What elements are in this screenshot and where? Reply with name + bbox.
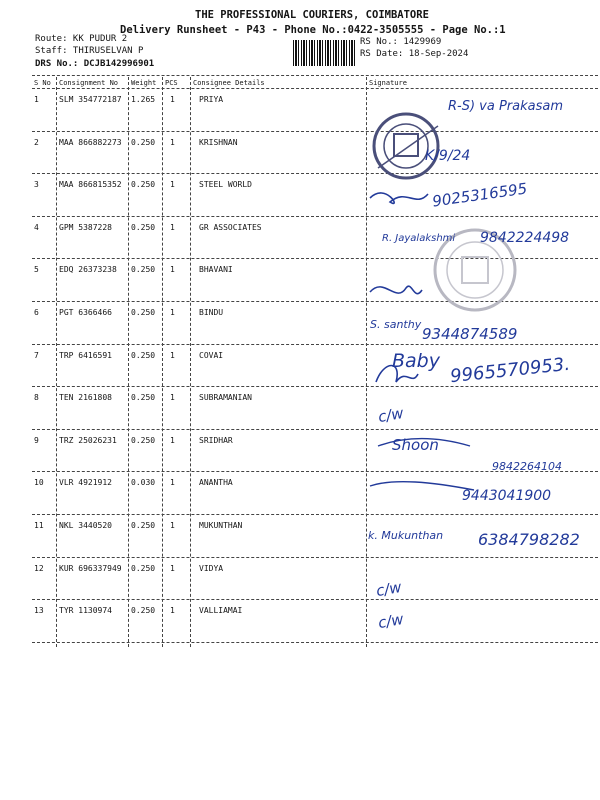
route-label: Route: KK PUDUR 2 <box>35 34 128 44</box>
rs-number: RS No.: 1429969 <box>360 37 442 47</box>
cell-weight: 0.030 <box>131 478 156 488</box>
cell-consignment-no: EDQ 26373238 <box>59 265 117 275</box>
col-header-pcs: PCS <box>165 79 178 87</box>
cell-pcs: 1 <box>170 478 175 488</box>
cell-consignee: ANANTHA <box>199 478 233 488</box>
signature-row-3: 9025316595 <box>431 179 529 211</box>
cell-consignee: COVAI <box>199 350 224 360</box>
cell-consignee: VALLIAMAI <box>199 606 243 616</box>
cell-weight: 0.250 <box>131 393 156 403</box>
signature-row-10: 9443041900 <box>462 488 552 504</box>
cell-consignment-no: SLM 354772187 <box>59 95 122 104</box>
cell-sno: 12 <box>34 563 44 573</box>
cell-consignment-no: GPM 5387228 <box>59 222 112 232</box>
signature-row-11-phone: 6384798282 <box>478 530 580 549</box>
signature-row-7-phone: 9965570953. <box>449 353 572 388</box>
cell-sno: 7 <box>34 350 39 360</box>
cell-consignee: SUBRAMANIAN <box>199 393 252 403</box>
cell-pcs: 1 <box>170 521 175 530</box>
col-header-weight: Weight <box>131 79 157 87</box>
cell-consignee: VIDYA <box>199 563 224 573</box>
signature-row-9-phone: 9842264104 <box>492 460 562 473</box>
signature-row-1: R-S) va Prakasam <box>448 99 564 114</box>
col-divider <box>162 77 163 647</box>
signature-row-11-name: k. Mukunthan <box>368 529 444 542</box>
cell-consignee: GR ASSOCIATES <box>199 222 262 232</box>
cell-consignee: STEEL WORLD <box>199 180 252 190</box>
cell-pcs: 1 <box>170 180 175 190</box>
cell-sno: 5 <box>34 265 39 275</box>
signature-row-2: K/9/24 <box>425 148 471 164</box>
staff-label: Staff: THIRUSELVAN P <box>35 46 144 56</box>
signature-row-4-name: R. Jayalakshmi <box>382 233 456 244</box>
barcode <box>293 40 355 66</box>
signature-row-6-name: S. santhy <box>370 318 422 331</box>
cell-weight: 0.250 <box>131 435 156 445</box>
cell-consignee: KRISHNAN <box>199 137 238 147</box>
cell-weight: 0.250 <box>131 222 156 232</box>
cell-consignee: PRIYA <box>199 95 224 104</box>
cell-weight: 0.250 <box>131 308 156 317</box>
cell-weight: 1.265 <box>131 95 156 104</box>
runsheet-subtitle: Delivery Runsheet - P43 - Phone No.:0422-3505555 - Page No.:1 <box>120 24 506 36</box>
cell-weight: 0.250 <box>131 521 156 530</box>
col-header-sno: S No <box>34 79 51 87</box>
cell-consignment-no: NKL 3440520 <box>59 521 112 530</box>
cell-consignment-no: PGT 6366466 <box>59 308 112 317</box>
cell-sno: 2 <box>34 137 39 147</box>
cell-sno: 9 <box>34 435 39 445</box>
cell-pcs: 1 <box>170 222 175 232</box>
cell-consignment-no: MAA 866815352 <box>59 180 122 190</box>
cell-consignee: BHAVANI <box>199 265 233 275</box>
cell-weight: 0.250 <box>131 350 156 360</box>
cell-pcs: 1 <box>170 265 175 275</box>
cell-pcs: 1 <box>170 435 175 445</box>
signature-row-4-phone: 9842224498 <box>480 230 570 246</box>
cell-weight: 0.250 <box>131 180 156 190</box>
signature-row-6-phone: 9344874589 <box>422 325 518 343</box>
cell-sno: 3 <box>34 180 39 190</box>
col-divider <box>56 77 57 647</box>
cell-pcs: 1 <box>170 95 175 104</box>
company-title: THE PROFESSIONAL COURIERS, COIMBATORE <box>195 9 429 21</box>
cell-consignment-no: TEN 2161808 <box>59 393 112 403</box>
cell-consignee: BINDU <box>199 308 224 317</box>
cell-pcs: 1 <box>170 606 175 616</box>
table-top-rule <box>32 75 598 76</box>
cell-pcs: 1 <box>170 563 175 573</box>
cell-pcs: 1 <box>170 393 175 403</box>
cell-consignment-no: TRZ 25026231 <box>59 435 117 445</box>
cell-sno: 10 <box>34 478 44 488</box>
cell-sno: 6 <box>34 308 39 317</box>
drs-number: DRS No.: DCJB142996901 <box>35 59 155 69</box>
cell-sno: 4 <box>34 222 39 232</box>
cell-pcs: 1 <box>170 350 175 360</box>
cell-consignment-no: VLR 4921912 <box>59 478 112 488</box>
cell-consignment-no: KUR 696337949 <box>59 563 122 573</box>
rs-date: RS Date: 18-Sep-2024 <box>360 49 469 59</box>
col-divider <box>190 77 191 647</box>
signature-row-12: c/w <box>374 577 403 601</box>
col-header-consignee: Consignee Details <box>193 79 265 87</box>
cell-weight: 0.250 <box>131 137 156 147</box>
cell-pcs: 1 <box>170 308 175 317</box>
signature-row-7-name: Baby <box>392 350 440 372</box>
cell-sno: 8 <box>34 393 39 403</box>
cell-consignment-no: TYR 1130974 <box>59 606 112 616</box>
signature-row-13: c/w <box>376 609 405 633</box>
signature-row-9-name: Shoon <box>392 436 439 454</box>
cell-consignment-no: MAA 866882273 <box>59 137 122 147</box>
col-divider <box>128 77 129 647</box>
cell-consignee: MUKUNTHAN <box>199 521 243 530</box>
cell-sno: 1 <box>34 95 39 104</box>
signature-row-8: c/w <box>376 403 405 427</box>
cell-pcs: 1 <box>170 137 175 147</box>
col-header-consignment: Consignment No <box>59 79 119 87</box>
cell-consignee: SRIDHAR <box>199 435 233 445</box>
cell-sno: 13 <box>34 606 44 616</box>
cell-weight: 0.250 <box>131 265 156 275</box>
cell-weight: 0.250 <box>131 563 156 573</box>
cell-consignment-no: TRP 6416591 <box>59 350 112 360</box>
cell-sno: 11 <box>34 521 44 530</box>
header-rule <box>32 88 598 89</box>
col-header-signature: Signature <box>369 79 407 87</box>
cell-weight: 0.250 <box>131 606 156 616</box>
